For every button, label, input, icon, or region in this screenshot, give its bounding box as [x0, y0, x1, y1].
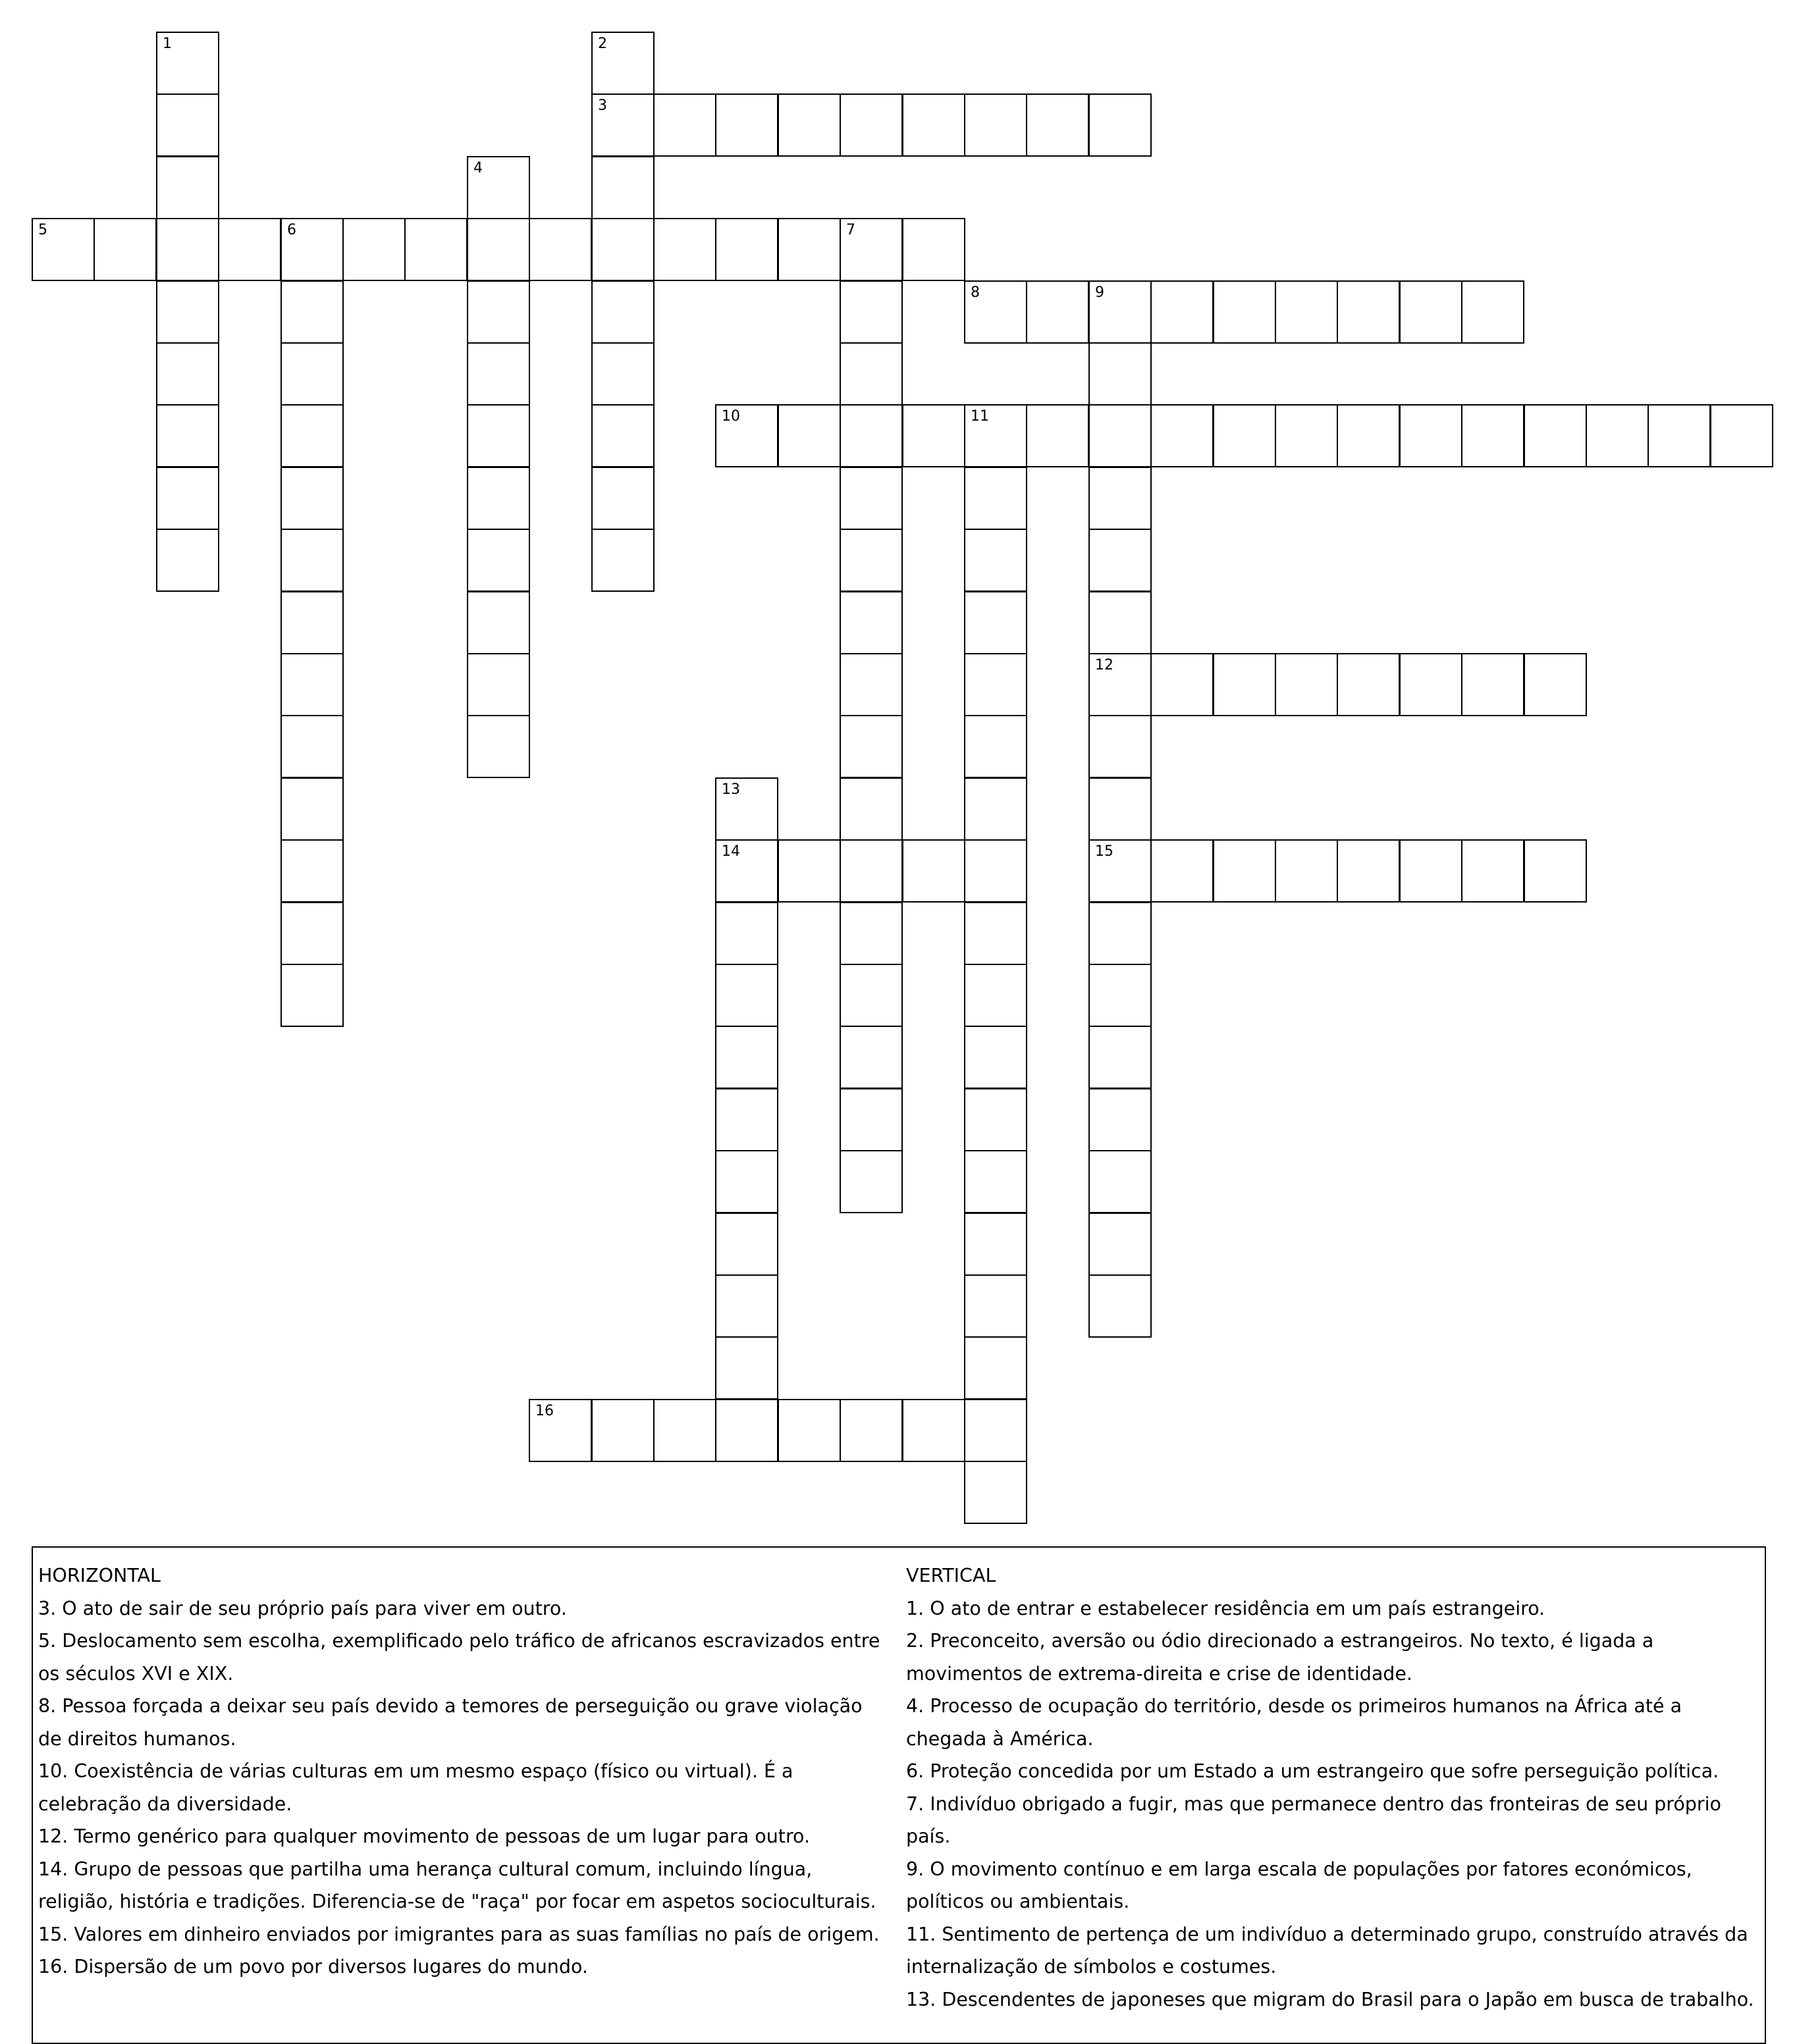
- grid-cell[interactable]: [281, 839, 344, 903]
- grid-cell[interactable]: [467, 156, 530, 219]
- grid-cell[interactable]: [902, 404, 965, 467]
- grid-cell[interactable]: [778, 839, 841, 903]
- grid-cell[interactable]: [467, 218, 530, 281]
- grid-cell[interactable]: [715, 1026, 778, 1089]
- grid-cell[interactable]: [591, 280, 655, 344]
- grid-cell[interactable]: [156, 529, 219, 592]
- across-heading: HORIZONTAL: [38, 1565, 161, 1586]
- grid-cell[interactable]: [1088, 1088, 1152, 1151]
- across-clue-15: 15. Valores em dinheiro enviados por imigrantes para as suas famílias no país de origem.: [38, 1923, 880, 1945]
- grid-cell[interactable]: [94, 218, 157, 281]
- grid-cell[interactable]: [840, 218, 903, 281]
- grid-cell[interactable]: [1586, 404, 1649, 467]
- grid-cell[interactable]: [964, 777, 1027, 841]
- down-clue-13: 13. Descendentes de japoneses que migram do Brasil para o Japão em busca de trabalho.: [906, 1988, 1754, 2010]
- grid-cell[interactable]: [1088, 93, 1152, 157]
- grid-cell[interactable]: [964, 1088, 1027, 1151]
- grid-cell[interactable]: [653, 218, 716, 281]
- grid-cell[interactable]: [840, 964, 903, 1027]
- grid-cell[interactable]: [281, 902, 344, 965]
- across-clue-10: 10. Coexistência de várias culturas em um mesmo espaço (físico ou virtual). É a celebração da diversidade.: [38, 1760, 793, 1815]
- grid-cell[interactable]: [1337, 653, 1400, 716]
- grid-cell[interactable]: [467, 653, 530, 716]
- grid-cell[interactable]: [1461, 653, 1524, 716]
- grid-cell[interactable]: [964, 467, 1027, 530]
- grid-cell[interactable]: [964, 1461, 1027, 1524]
- grid-cell[interactable]: [1399, 839, 1462, 903]
- grid-cell[interactable]: [404, 218, 468, 281]
- grid-cell[interactable]: [1461, 280, 1524, 344]
- grid-cell[interactable]: [715, 1213, 778, 1276]
- down-clue-11: 11. Sentimento de pertença de um indivíduo a determinado grupo, construído através da internalização de símbolos e costumes.: [906, 1923, 1748, 1978]
- grid-cell[interactable]: [1150, 280, 1214, 344]
- grid-cell[interactable]: [964, 964, 1027, 1027]
- grid-cell[interactable]: [156, 342, 219, 406]
- grid-cell[interactable]: [1213, 280, 1276, 344]
- clue-number: 10: [722, 408, 740, 425]
- grid-cell[interactable]: [1648, 404, 1711, 467]
- clue-number: 11: [971, 408, 989, 425]
- grid-cell[interactable]: [467, 529, 530, 592]
- across-clue-12: 12. Termo genérico para qualquer movimento de pessoas de um lugar para outro.: [38, 1825, 811, 1847]
- grid-cell[interactable]: [840, 529, 903, 592]
- grid-cell[interactable]: [591, 467, 655, 530]
- grid-cell[interactable]: [840, 777, 903, 841]
- grid-cell[interactable]: [156, 218, 219, 281]
- grid-cell[interactable]: [467, 715, 530, 778]
- clue-number: 1: [163, 36, 172, 52]
- grid-cell[interactable]: [591, 529, 655, 592]
- grid-cell[interactable]: [1088, 591, 1152, 654]
- grid-cell[interactable]: [840, 1399, 903, 1462]
- grid-cell[interactable]: [778, 93, 841, 157]
- down-clue-7: 7. Indivíduo obrigado a fugir, mas que permanece dentro das fronteiras de seu próprio país.: [906, 1793, 1721, 1847]
- grid-cell[interactable]: [964, 529, 1027, 592]
- grid-cell[interactable]: [591, 156, 655, 219]
- grid-cell[interactable]: [156, 467, 219, 530]
- grid-cell[interactable]: [902, 1399, 965, 1462]
- grid-cell[interactable]: [156, 280, 219, 344]
- clue-number: 14: [722, 843, 740, 860]
- grid-cell[interactable]: [964, 1026, 1027, 1089]
- grid-cell[interactable]: [1337, 839, 1400, 903]
- grid-cell[interactable]: [281, 964, 344, 1027]
- grid-cell[interactable]: [1088, 839, 1152, 903]
- across-clue-14: 14. Grupo de pessoas que partilha uma herança cultural comum, incluindo língua, religião, história e tradições. Diferencia-se de "raça" por focar em aspetos socioculturais.: [38, 1858, 876, 1912]
- grid-cell[interactable]: [529, 1399, 592, 1462]
- across-clues: [38, 1559, 888, 1983]
- grid-cell[interactable]: [1088, 529, 1152, 592]
- grid-cell[interactable]: [1275, 280, 1338, 344]
- grid-cell[interactable]: [964, 715, 1027, 778]
- grid-cell[interactable]: [1399, 653, 1462, 716]
- grid-cell[interactable]: [964, 902, 1027, 965]
- grid-cell[interactable]: [156, 156, 219, 219]
- grid-cell[interactable]: [902, 839, 965, 903]
- grid-cell[interactable]: [1088, 653, 1152, 716]
- grid-cell[interactable]: [715, 964, 778, 1027]
- grid-cell[interactable]: [1088, 715, 1152, 778]
- grid-cell[interactable]: [840, 591, 903, 654]
- grid-cell[interactable]: [281, 653, 344, 716]
- clue-number: 5: [38, 222, 47, 238]
- grid-cell[interactable]: [778, 218, 841, 281]
- grid-cell[interactable]: [964, 404, 1027, 467]
- grid-cell[interactable]: [964, 839, 1027, 903]
- grid-cell[interactable]: [840, 1150, 903, 1213]
- grid-cell[interactable]: [591, 32, 655, 95]
- across-clue-8: 8. Pessoa forçada a deixar seu país devido a temores de perseguição ou grave violação de direitos humanos.: [38, 1695, 863, 1750]
- clue-number: 16: [535, 1403, 554, 1419]
- grid-cell[interactable]: [1399, 404, 1462, 467]
- grid-cell[interactable]: [964, 1399, 1027, 1462]
- grid-cell[interactable]: [591, 218, 655, 281]
- clue-number: 15: [1095, 843, 1113, 860]
- grid-cell[interactable]: [591, 1399, 655, 1462]
- grid-cell[interactable]: [964, 653, 1027, 716]
- grid-cell[interactable]: [281, 404, 344, 467]
- grid-cell[interactable]: [715, 1274, 778, 1338]
- grid-cell[interactable]: [218, 218, 281, 281]
- grid-cell[interactable]: [591, 342, 655, 406]
- clue-number: 2: [598, 36, 607, 52]
- grid-cell[interactable]: [1150, 839, 1214, 903]
- grid-cell[interactable]: [840, 839, 903, 903]
- grid-cell[interactable]: [840, 467, 903, 530]
- grid-cell[interactable]: [1026, 280, 1089, 344]
- grid-cell[interactable]: [902, 93, 965, 157]
- grid-cell[interactable]: [1026, 404, 1089, 467]
- grid-cell[interactable]: [1337, 280, 1400, 344]
- grid-cell[interactable]: [281, 218, 344, 281]
- grid-cell[interactable]: [1399, 280, 1462, 344]
- grid-cell[interactable]: [715, 777, 778, 841]
- grid-cell[interactable]: [467, 467, 530, 530]
- grid-cell[interactable]: [840, 715, 903, 778]
- grid-cell[interactable]: [467, 280, 530, 344]
- grid-cell[interactable]: [1088, 964, 1152, 1027]
- grid-cell[interactable]: [715, 1399, 778, 1462]
- grid-cell[interactable]: [1088, 467, 1152, 530]
- grid-cell[interactable]: [1461, 839, 1524, 903]
- grid-cell[interactable]: [715, 902, 778, 965]
- clue-number: 4: [473, 160, 483, 176]
- grid-cell[interactable]: [1213, 404, 1276, 467]
- grid-cell[interactable]: [715, 218, 778, 281]
- grid-cell[interactable]: [778, 1399, 841, 1462]
- grid-cell[interactable]: [964, 1336, 1027, 1400]
- grid-cell[interactable]: [1337, 404, 1400, 467]
- across-clue-16: 16. Dispersão de um povo por diversos lugares do mundo.: [38, 1956, 588, 1978]
- grid-cell[interactable]: [778, 404, 841, 467]
- grid-cell[interactable]: [342, 218, 406, 281]
- clue-number: 9: [1095, 284, 1104, 301]
- down-clues: [906, 1559, 1762, 2016]
- grid-cell[interactable]: [1088, 902, 1152, 965]
- grid-cell[interactable]: [715, 93, 778, 157]
- grid-cell[interactable]: [1088, 342, 1152, 406]
- clue-number: 12: [1095, 657, 1113, 673]
- grid-cell[interactable]: [156, 93, 219, 157]
- down-clue-1: 1. O ato de entrar e estabelecer residência em um país estrangeiro.: [906, 1597, 1545, 1619]
- grid-cell[interactable]: [715, 839, 778, 903]
- grid-cell[interactable]: [964, 1213, 1027, 1276]
- grid-cell[interactable]: [467, 404, 530, 467]
- grid-cell[interactable]: [964, 1150, 1027, 1213]
- across-clue-3: 3. O ato de sair de seu próprio país para viver em outro.: [38, 1597, 567, 1619]
- grid-cell[interactable]: [1524, 404, 1587, 467]
- grid-cell[interactable]: [840, 902, 903, 965]
- grid-cell[interactable]: [715, 1336, 778, 1400]
- grid-cell[interactable]: [964, 280, 1027, 344]
- grid-cell[interactable]: [1213, 839, 1276, 903]
- down-clue-9: 9. O movimento contínuo e em larga escala de populações por fatores económicos, políticos ou ambientais.: [906, 1858, 1692, 1912]
- grid-cell[interactable]: [1524, 653, 1587, 716]
- grid-cell[interactable]: [281, 467, 344, 530]
- grid-cell[interactable]: [1088, 280, 1152, 344]
- grid-cell[interactable]: [281, 280, 344, 344]
- grid-cell[interactable]: [653, 93, 716, 157]
- grid-cell[interactable]: [32, 218, 95, 281]
- grid-cell[interactable]: [1088, 1213, 1152, 1276]
- grid-cell[interactable]: [156, 32, 219, 95]
- grid-cell[interactable]: [1213, 653, 1276, 716]
- clue-number: 6: [287, 222, 296, 238]
- grid-cell[interactable]: [1088, 1274, 1152, 1338]
- grid-cell[interactable]: [840, 93, 903, 157]
- grid-cell[interactable]: [1088, 1150, 1152, 1213]
- grid-cell[interactable]: [281, 715, 344, 778]
- clue-number: 13: [722, 781, 740, 798]
- grid-cell[interactable]: [840, 342, 903, 406]
- grid-cell[interactable]: [964, 93, 1027, 157]
- grid-cell[interactable]: [715, 1088, 778, 1151]
- grid-cell[interactable]: [281, 777, 344, 841]
- grid-cell[interactable]: [1088, 1026, 1152, 1089]
- grid-cell[interactable]: [1275, 404, 1338, 467]
- down-clue-2: 2. Preconceito, aversão ou ódio direcionado a estrangeiros. No texto, é ligada a movimentos de extrema-direita e crise de identidade.: [906, 1630, 1654, 1685]
- grid-cell[interactable]: [281, 342, 344, 406]
- grid-cell[interactable]: [964, 591, 1027, 654]
- across-clue-5: 5. Deslocamento sem escolha, exemplificado pelo tráfico de africanos escravizados entre os séculos XVI e XIX.: [38, 1630, 880, 1685]
- grid-cell[interactable]: [964, 1274, 1027, 1338]
- grid-cell[interactable]: [1088, 404, 1152, 467]
- grid-cell[interactable]: [467, 342, 530, 406]
- grid-cell[interactable]: [281, 529, 344, 592]
- grid-cell[interactable]: [840, 404, 903, 467]
- grid-cell[interactable]: [1275, 653, 1338, 716]
- clues-panel: [32, 1546, 1766, 2044]
- clue-number: 7: [846, 222, 855, 238]
- grid-cell[interactable]: [840, 653, 903, 716]
- clue-number: 3: [598, 97, 607, 114]
- grid-cell[interactable]: [591, 404, 655, 467]
- grid-cell[interactable]: [591, 93, 655, 157]
- grid-cell[interactable]: [467, 591, 530, 654]
- grid-cell[interactable]: [1088, 777, 1152, 841]
- grid-cell[interactable]: [156, 404, 219, 467]
- grid-cell[interactable]: [1150, 653, 1214, 716]
- grid-cell[interactable]: [840, 1088, 903, 1151]
- clue-number: 8: [971, 284, 980, 301]
- grid-cell[interactable]: [1524, 839, 1587, 903]
- grid-cell[interactable]: [653, 1399, 716, 1462]
- down-clue-6: 6. Proteção concedida por um Estado a um estrangeiro que sofre perseguição política.: [906, 1760, 1719, 1782]
- grid-cell[interactable]: [1150, 404, 1214, 467]
- grid-cell[interactable]: [1461, 404, 1524, 467]
- down-heading: VERTICAL: [906, 1565, 996, 1586]
- grid-cell[interactable]: [1026, 93, 1089, 157]
- grid-cell[interactable]: [1275, 839, 1338, 903]
- grid-cell[interactable]: [715, 404, 778, 467]
- down-clue-4: 4. Processo de ocupação do território, desde os primeiros humanos na África até a chegada à América.: [906, 1695, 1682, 1750]
- grid-cell[interactable]: [715, 1150, 778, 1213]
- grid-cell[interactable]: [840, 280, 903, 344]
- grid-cell[interactable]: [840, 1026, 903, 1089]
- grid-cell[interactable]: [902, 218, 965, 281]
- grid-cell[interactable]: [281, 591, 344, 654]
- grid-cell[interactable]: [1710, 404, 1773, 467]
- grid-cell[interactable]: [529, 218, 592, 281]
